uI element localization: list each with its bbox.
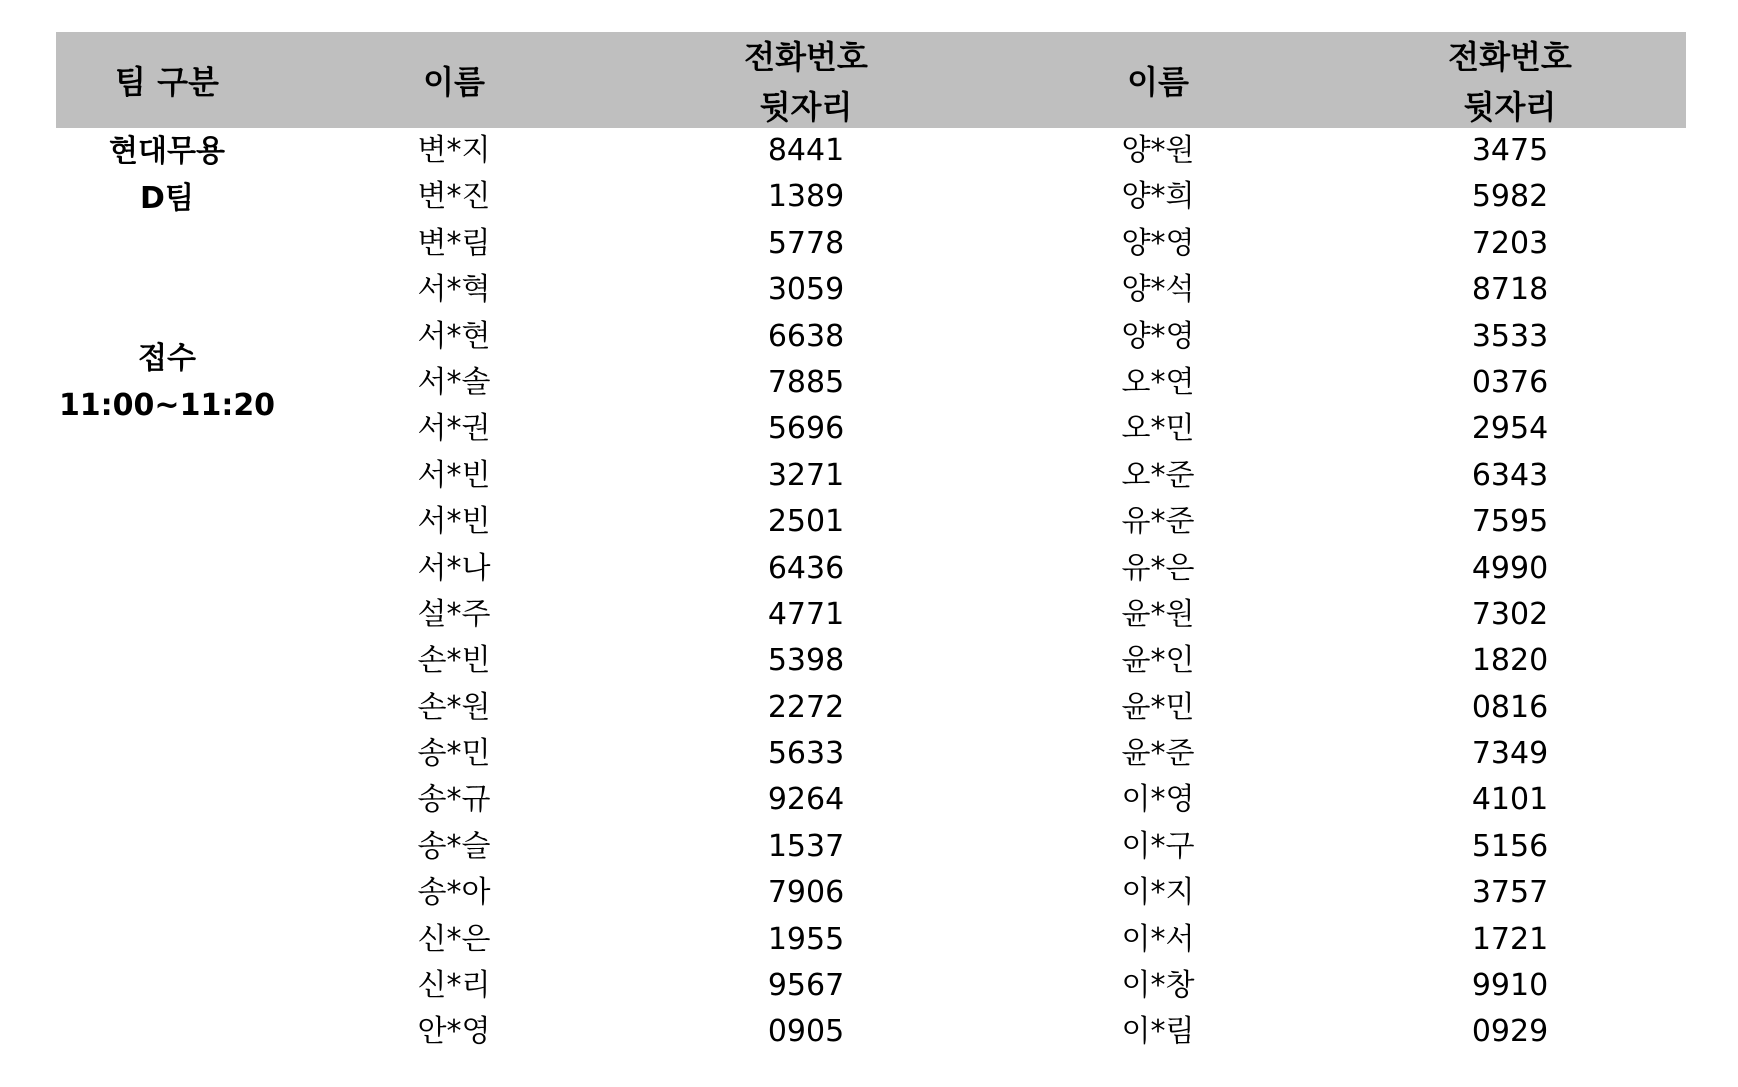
- left-phone-cell: 8441: [767, 133, 845, 168]
- left-name-cell: 서*권: [417, 411, 491, 447]
- right-phone-cell: 0376: [1471, 364, 1549, 400]
- right-phone-cell: 7595: [1471, 504, 1549, 540]
- right-name-cell: 이*림: [1121, 1014, 1195, 1050]
- left-phone-cell: 6436: [767, 550, 845, 586]
- left-name-cell: 신*리: [417, 968, 491, 1004]
- left-names-column: [278, 128, 630, 1056]
- right-name-cell: 양*영: [1121, 318, 1195, 354]
- right-name-cell: 양*석: [1121, 272, 1195, 308]
- left-phone-cell: 9264: [767, 782, 845, 818]
- right-phone-cell: 6343: [1471, 457, 1549, 493]
- left-name-cell: 손*원: [417, 689, 491, 725]
- team-time-line2: 11:00~11:20: [58, 388, 276, 423]
- left-phone-cell: 1955: [767, 921, 845, 957]
- team-name: [56, 128, 278, 222]
- left-name-cell: 서*현: [417, 318, 491, 354]
- left-name-cell: 변*진: [417, 179, 491, 215]
- header-name-label-1: 이름: [423, 63, 485, 101]
- right-name-cell: 이*구: [1121, 828, 1195, 864]
- left-name-cell: 변*지: [417, 133, 491, 168]
- team-column: [56, 128, 278, 1056]
- right-name-cell: 양*영: [1121, 225, 1195, 261]
- left-phone-cell: 2501: [767, 504, 845, 540]
- right-name-cell: 오*연: [1121, 364, 1195, 400]
- right-name-cell: 이*영: [1121, 782, 1195, 818]
- left-phone-cell: 1537: [767, 828, 845, 864]
- right-name-cell: 윤*민: [1121, 689, 1195, 725]
- right-phone-cell: 4990: [1471, 550, 1549, 586]
- left-name-cell: 송*규: [417, 782, 491, 818]
- left-name-cell: 변*림: [417, 225, 491, 261]
- left-name-cell: 송*아: [417, 875, 491, 911]
- right-name-cell: 유*준: [1121, 504, 1195, 540]
- team-name-line1: 현대무용: [109, 134, 225, 169]
- left-phone-cell: 5398: [767, 643, 845, 679]
- left-name-cell: 서*솔: [417, 364, 491, 400]
- left-phone-cell: 5633: [767, 736, 845, 772]
- right-phone-cell: 1820: [1471, 643, 1549, 679]
- header-phone-1: [630, 32, 982, 132]
- right-name-cell: 양*원: [1121, 133, 1195, 168]
- right-phone-cell: 0929: [1471, 1014, 1549, 1050]
- left-name-cell: 송*민: [417, 736, 491, 772]
- table-body: [56, 128, 1686, 1056]
- right-phone-cell: 7302: [1471, 596, 1549, 632]
- header-name-2: [982, 57, 1334, 107]
- left-phone-cell: 4771: [767, 596, 845, 632]
- left-phone-cell: 7906: [767, 875, 845, 911]
- left-name-cell: 설*주: [417, 596, 491, 632]
- header-phone-1-line1: 전화번호: [744, 38, 868, 76]
- right-phone-cell: 3475: [1471, 133, 1549, 168]
- left-name-cell: 손*빈: [417, 643, 491, 679]
- left-phone-cell: 1389: [767, 179, 845, 215]
- left-phone-cell: 7885: [767, 364, 845, 400]
- team-reception-time: [56, 335, 278, 429]
- left-name-cell: 송*슬: [417, 828, 491, 864]
- left-phones-column: [630, 128, 982, 1056]
- right-phone-cell: 8718: [1471, 272, 1549, 308]
- left-phone-cell: 9567: [767, 968, 845, 1004]
- right-phone-cell: 3533: [1471, 318, 1549, 354]
- right-name-cell: 윤*인: [1121, 643, 1195, 679]
- left-name-cell: 안*영: [417, 1014, 491, 1050]
- right-name-cell: 오*민: [1121, 411, 1195, 447]
- right-phone-cell: 5982: [1471, 179, 1549, 215]
- right-name-cell: 양*희: [1121, 179, 1195, 215]
- left-name-cell: 서*나: [417, 550, 491, 586]
- left-phone-cell: 3059: [767, 272, 845, 308]
- right-name-cell: 이*지: [1121, 875, 1195, 911]
- left-phone-cell: 2272: [767, 689, 845, 725]
- table-header: [56, 32, 1686, 128]
- right-phone-cell: 7203: [1471, 225, 1549, 261]
- header-name-1: [278, 57, 630, 107]
- left-phone-cell: 5778: [767, 225, 845, 261]
- right-phone-cell: 3757: [1471, 875, 1549, 911]
- header-phone-2: [1334, 32, 1686, 132]
- right-phone-cell: 5156: [1471, 828, 1549, 864]
- right-phone-cell: 7349: [1471, 736, 1549, 772]
- left-name-cell: 신*은: [417, 921, 491, 957]
- team-time-line1: 접수: [138, 341, 196, 376]
- team-name-line2: D팀: [140, 181, 194, 216]
- left-name-cell: 서*혁: [417, 272, 491, 308]
- header-phone-2-line2: 뒷자리: [1463, 88, 1557, 126]
- left-name-cell: 서*빈: [417, 457, 491, 493]
- right-phone-cell: 4101: [1471, 782, 1549, 818]
- left-phone-cell: 5696: [767, 411, 845, 447]
- left-phone-cell: 0905: [767, 1014, 845, 1050]
- roster-table: [56, 32, 1686, 1056]
- right-phone-cell: 9910: [1471, 968, 1549, 1004]
- right-phones-column: [1334, 128, 1686, 1056]
- right-name-cell: 이*창: [1121, 968, 1195, 1004]
- right-phone-cell: 0816: [1471, 689, 1549, 725]
- right-names-column: [982, 128, 1334, 1056]
- right-name-cell: 유*은: [1121, 550, 1195, 586]
- right-name-cell: 윤*원: [1121, 596, 1195, 632]
- right-phone-cell: 1721: [1471, 921, 1549, 957]
- header-phone-1-line2: 뒷자리: [759, 88, 853, 126]
- right-name-cell: 이*서: [1121, 921, 1195, 957]
- left-name-cell: 서*빈: [417, 504, 491, 540]
- right-phone-cell: 2954: [1471, 411, 1549, 447]
- header-phone-2-line1: 전화번호: [1448, 38, 1572, 76]
- header-team-label: 팀 구분: [115, 63, 219, 101]
- left-phone-cell: 3271: [767, 457, 845, 493]
- header-team: [56, 57, 278, 107]
- left-phone-cell: 6638: [767, 318, 845, 354]
- header-name-label-2: 이름: [1127, 63, 1189, 101]
- right-name-cell: 오*준: [1121, 457, 1195, 493]
- right-name-cell: 윤*준: [1121, 736, 1195, 772]
